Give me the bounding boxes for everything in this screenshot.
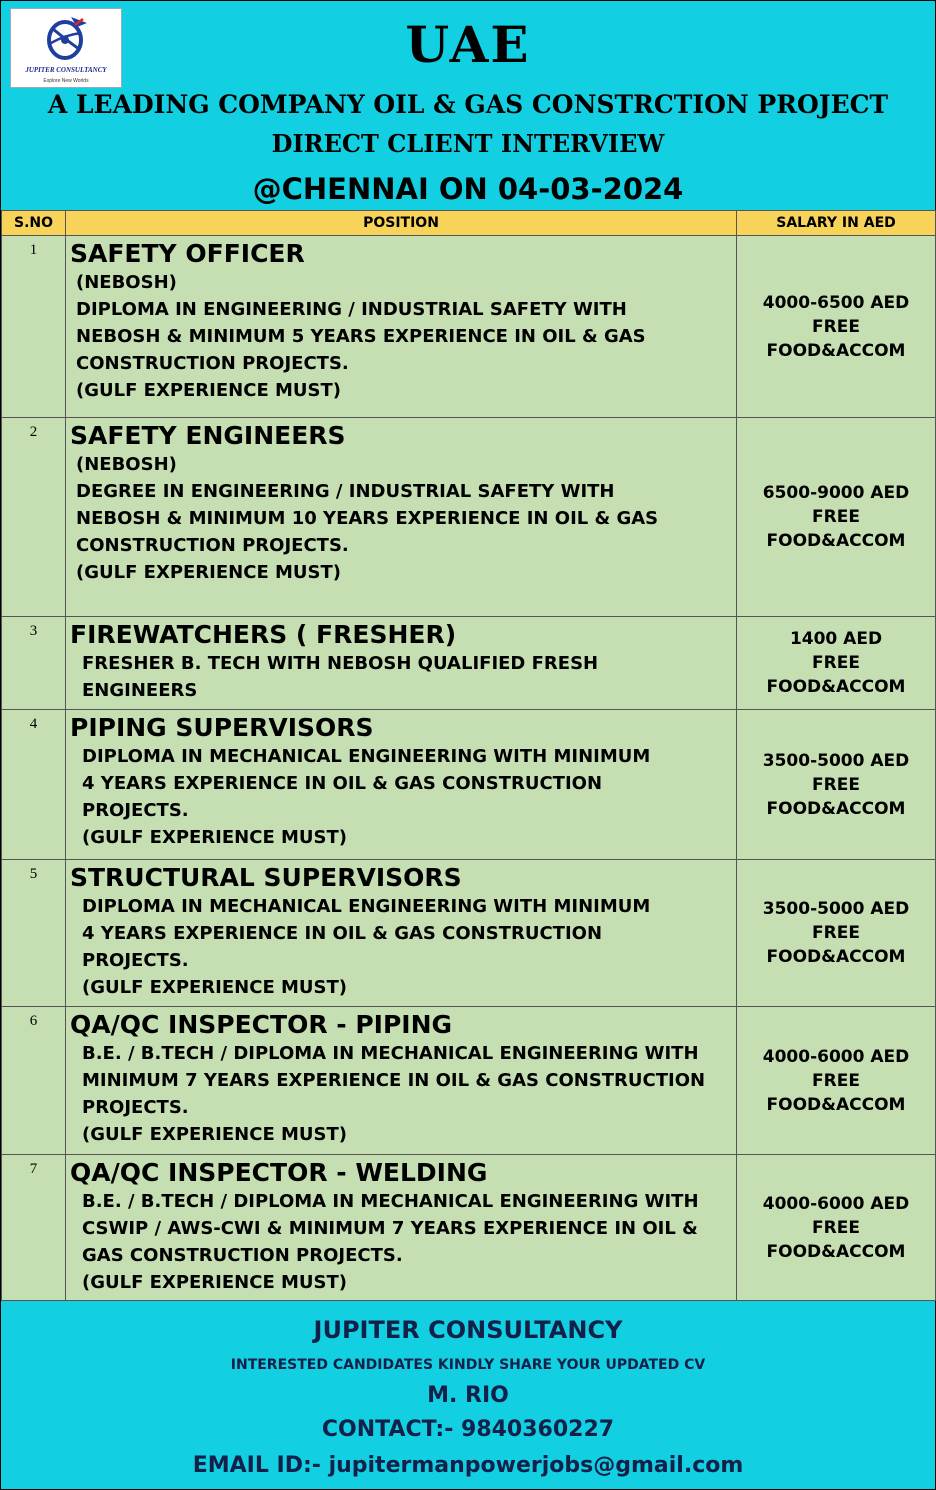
row-position bbox=[66, 1155, 737, 1301]
table-row bbox=[2, 617, 936, 710]
poster-footer bbox=[1, 1301, 935, 1489]
position-title: STRUCTURAL SUPERVISORS bbox=[70, 863, 462, 892]
position-title: QA/QC INSPECTOR - WELDING bbox=[70, 1158, 488, 1187]
header-position: POSITION bbox=[66, 211, 737, 236]
header-salary: SALARY IN AED bbox=[737, 211, 936, 236]
row-sno: 5 bbox=[2, 860, 66, 1007]
jobs-table bbox=[1, 210, 936, 1301]
row-position bbox=[66, 860, 737, 1007]
position-title: SAFETY OFFICER bbox=[70, 239, 305, 268]
row-sno: 6 bbox=[2, 1007, 66, 1155]
table-row bbox=[2, 710, 936, 860]
position-title: SAFETY ENGINEERS bbox=[70, 421, 346, 450]
row-position bbox=[66, 617, 737, 710]
row-sno: 2 bbox=[2, 418, 66, 617]
row-position bbox=[66, 1007, 737, 1155]
row-salary: 3500-5000 AED FREE FOOD&ACCOM bbox=[737, 860, 936, 1007]
row-salary: 4000-6500 AED FREE FOOD&ACCOM bbox=[737, 236, 936, 418]
interview-location-date: @CHENNAI ON 04-03-2024 bbox=[252, 172, 684, 206]
row-salary: 4000-6000 AED FREE FOOD&ACCOM bbox=[737, 1155, 936, 1301]
table-row bbox=[2, 860, 936, 1007]
table-header-row bbox=[2, 211, 936, 236]
position-description: B.E. / B.TECH / DIPLOMA IN MECHANICAL ENGINEERING WITH CSWIP / AWS-CWI & MINIMUM 7 YEARS EXPERIENCE IN OIL & GAS CONSTRUCTION PROJECTS. (GULF EXPERIENCE MUST) bbox=[82, 1191, 699, 1293]
row-sno: 1 bbox=[2, 236, 66, 418]
footer-email: EMAIL ID:- jupitermanpowerjobs@gmail.com bbox=[192, 1453, 744, 1478]
position-description: FRESHER B. TECH WITH NEBOSH QUALIFIED FRESH ENGINEERS bbox=[82, 653, 599, 701]
table-row bbox=[2, 418, 936, 617]
row-salary: 1400 AED FREE FOOD&ACCOM bbox=[737, 617, 936, 710]
row-position bbox=[66, 710, 737, 860]
logo-name: JUPITER CONSULTANCY bbox=[25, 66, 107, 74]
country-title: UAE bbox=[405, 15, 531, 74]
row-position bbox=[66, 236, 737, 418]
row-salary: 4000-6000 AED FREE FOOD&ACCOM bbox=[737, 1007, 936, 1155]
footer-contact-phone: CONTACT:- 9840360227 bbox=[321, 1417, 615, 1442]
position-title: PIPING SUPERVISORS bbox=[70, 713, 374, 742]
position-description: DIPLOMA IN MECHANICAL ENGINEERING WITH MINIMUM 4 YEARS EXPERIENCE IN OIL & GAS CONSTRUCTION PROJECTS. (GULF EXPERIENCE MUST) bbox=[82, 746, 651, 848]
logo-tagline: Explore New Worlds bbox=[43, 78, 89, 84]
poster-header bbox=[1, 1, 935, 209]
position-description: (NEBOSH) DEGREE IN ENGINEERING / INDUSTRIAL SAFETY WITH NEBOSH & MINIMUM 10 YEARS EXPERIENCE IN OIL & GAS CONSTRUCTION PROJECTS. (GULF EXPERIENCE MUST) bbox=[76, 454, 659, 583]
row-salary: 3500-5000 AED FREE FOOD&ACCOM bbox=[737, 710, 936, 860]
position-title: FIREWATCHERS ( FRESHER) bbox=[70, 620, 457, 649]
table-row bbox=[2, 1155, 936, 1301]
footer-contact-name: M. RIO bbox=[427, 1383, 509, 1408]
position-description: DIPLOMA IN MECHANICAL ENGINEERING WITH MINIMUM 4 YEARS EXPERIENCE IN OIL & GAS CONSTRUCTION PROJECTS. (GULF EXPERIENCE MUST) bbox=[82, 896, 651, 998]
interview-type: DIRECT CLIENT INTERVIEW bbox=[271, 129, 665, 158]
row-sno: 7 bbox=[2, 1155, 66, 1301]
header-sno: S.NO bbox=[2, 211, 66, 236]
position-description: (NEBOSH) DIPLOMA IN ENGINEERING / INDUSTRIAL SAFETY WITH NEBOSH & MINIMUM 5 YEARS EXPERIENCE IN OIL & GAS CONSTRUCTION PROJECTS. (GULF EXPERIENCE MUST) bbox=[76, 272, 646, 401]
position-title: QA/QC INSPECTOR - PIPING bbox=[70, 1010, 453, 1039]
table-row bbox=[2, 1007, 936, 1155]
row-salary: 6500-9000 AED FREE FOOD&ACCOM bbox=[737, 418, 936, 617]
footer-share-text: INTERESTED CANDIDATES KINDLY SHARE YOUR UPDATED CV bbox=[230, 1357, 706, 1373]
row-sno: 4 bbox=[2, 710, 66, 860]
footer-company: JUPITER CONSULTANCY bbox=[313, 1316, 623, 1344]
row-sno: 3 bbox=[2, 617, 66, 710]
row-position bbox=[66, 418, 737, 617]
table-row bbox=[2, 236, 936, 418]
position-description: B.E. / B.TECH / DIPLOMA IN MECHANICAL ENGINEERING WITH MINIMUM 7 YEARS EXPERIENCE IN OIL & GAS CONSTRUCTION PROJECTS. (GULF EXPERIENCE MUST) bbox=[82, 1043, 706, 1145]
company-headline: A LEADING COMPANY OIL & GAS CONSTRCTION PROJECT bbox=[47, 90, 889, 119]
